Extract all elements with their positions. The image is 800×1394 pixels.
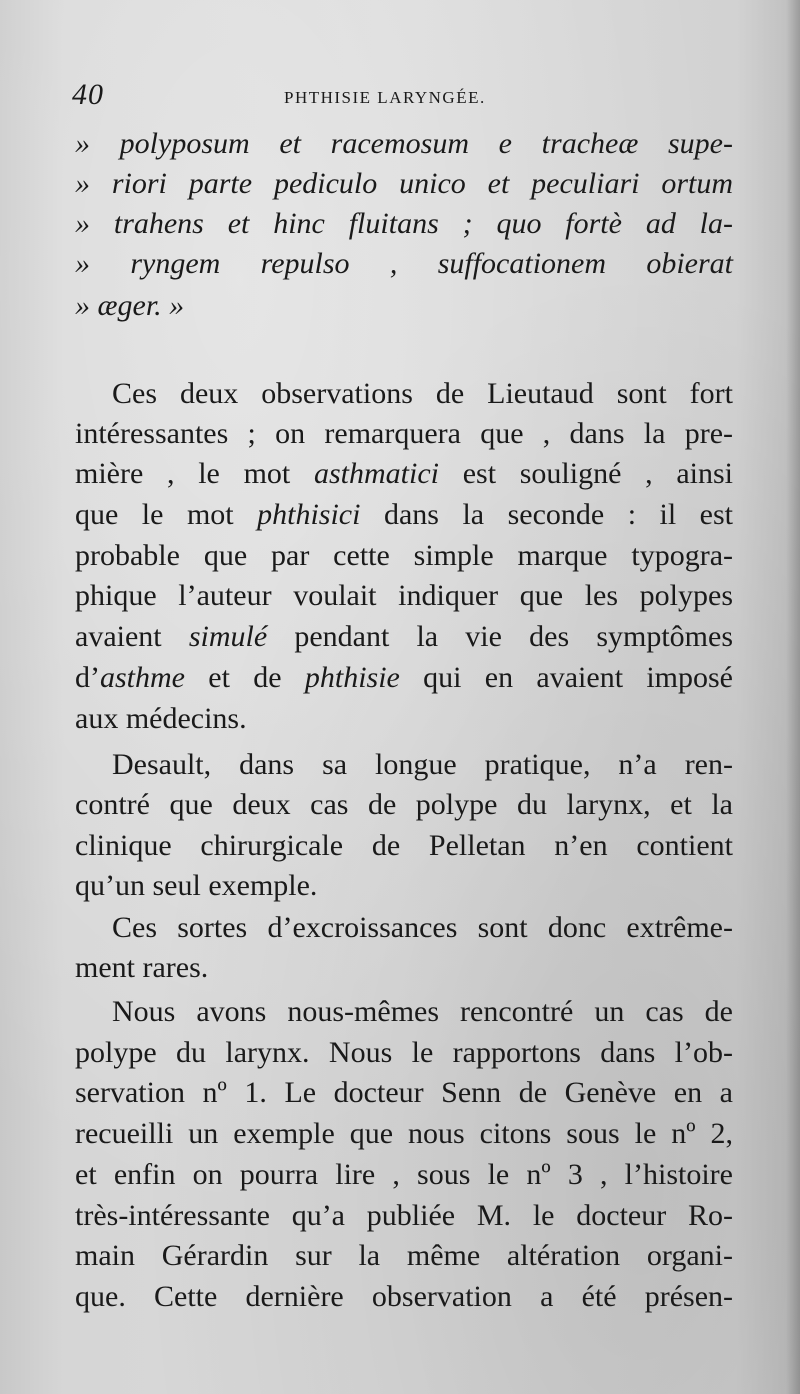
paragraph-line xyxy=(75,617,733,657)
paragraph-line: main Gérardin sur la même altération organi- xyxy=(75,1239,733,1272)
emphasized-term: asthme xyxy=(100,661,185,694)
text-run: pendant la vie des symptômes xyxy=(267,620,733,653)
paragraph-line xyxy=(75,658,733,698)
emphasized-term: simulé xyxy=(188,620,268,653)
quote-line: » æger. » xyxy=(75,289,185,322)
quote-line: » trahens et hinc fluitans ; quo fortè ad la- xyxy=(75,207,733,240)
paragraph-line: polype du larynx. Nous le rapportons dans l’ob- xyxy=(75,1036,733,1069)
text-run: d’ xyxy=(75,661,100,694)
paragraph-line xyxy=(75,454,733,494)
text-run: et de xyxy=(185,661,305,694)
page-edge-shadow xyxy=(786,0,800,1394)
quote-line: » ryngem repulso , suffocationem obierat xyxy=(75,247,733,280)
running-head: PHTHISIE LARYNGÉE. xyxy=(284,88,486,107)
paragraph-line: contré que deux cas de polype du larynx, et la xyxy=(75,788,733,821)
quote-line: » polyposum et racemosum e tracheæ supe- xyxy=(75,127,733,160)
paragraph-line: très-intéressante qu’a publiée M. le docteur Ro- xyxy=(75,1199,733,1232)
paragraph-line: Ces deux observations de Lieutaud sont fort xyxy=(112,377,733,410)
paragraph-line: aux médecins. xyxy=(75,702,247,735)
paragraph-line: Ces sortes d’excroissances sont donc extrême- xyxy=(112,911,733,944)
paragraph-line: intéressantes ; on remarquera que , dans la pre- xyxy=(75,417,733,450)
paragraph-line: Nous avons nous-mêmes rencontré un cas de xyxy=(112,995,733,1028)
paragraph-line: et enfin on pourra lire , sous le nº 3 , l’histoire xyxy=(75,1158,733,1191)
paragraph-line: servation nº 1. Le docteur Senn de Genève en a xyxy=(75,1076,733,1109)
text-run: dans la seconde : il est xyxy=(360,498,734,531)
emphasized-term: phthisici xyxy=(257,498,361,531)
text-run: avaient xyxy=(75,620,189,653)
paragraph-line xyxy=(75,495,733,535)
page-header xyxy=(72,78,732,118)
text-run: que le mot xyxy=(75,498,258,531)
paragraph-line: clinique chirurgicale de Pelletan n’en contient xyxy=(75,829,733,862)
paragraph-line: ment rares. xyxy=(75,951,209,984)
page-number: 40 xyxy=(72,78,104,111)
paragraph-line: qu’un seul exemple. xyxy=(75,869,318,902)
text-run: est souligné , ainsi xyxy=(438,457,733,490)
paragraph-line: Desault, dans sa longue pratique, n’a ren- xyxy=(112,748,733,781)
text-run: mière , le mot xyxy=(75,457,314,490)
quote-line: » riori parte pediculo unico et peculiari ortum xyxy=(75,167,733,200)
paragraph-line: probable que par cette simple marque typogra- xyxy=(75,539,733,572)
paragraph-line: recueilli un exemple que nous citons sous le nº 2, xyxy=(75,1117,733,1150)
text-run: qui en avaient imposé xyxy=(399,661,733,694)
paragraph-line: que. Cette dernière observation a été présen- xyxy=(75,1280,733,1313)
emphasized-term: phthisie xyxy=(304,661,400,694)
emphasized-term: asthmatici xyxy=(313,457,439,490)
paragraph-line: phique l’auteur voulait indiquer que les polypes xyxy=(75,579,733,612)
